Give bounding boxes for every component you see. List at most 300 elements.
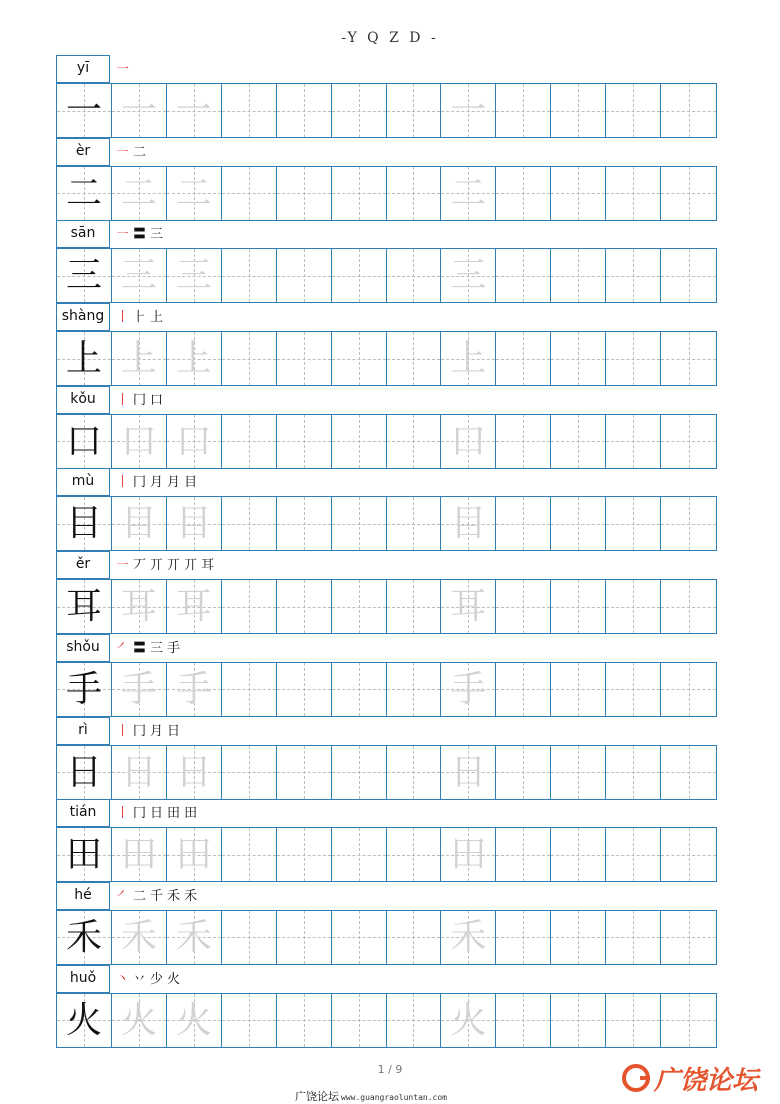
practice-cell xyxy=(222,332,277,385)
trace-character: 禾 xyxy=(175,916,212,958)
practice-cell xyxy=(661,249,716,302)
trace-character-cell xyxy=(112,415,167,468)
logo-text: 广饶论坛 xyxy=(654,1065,759,1096)
pinyin-label: shǒu xyxy=(56,634,110,662)
trace-character: 目 xyxy=(175,503,212,545)
practice-cell xyxy=(606,332,661,385)
practice-cell xyxy=(332,911,387,964)
trace-character-cell xyxy=(112,249,167,302)
practice-cell xyxy=(551,415,606,468)
character-row xyxy=(56,551,717,634)
practice-cell xyxy=(661,580,716,633)
practice-cell xyxy=(332,828,387,881)
stroke-step: 丆 xyxy=(133,558,147,574)
stroke-step: 丨 xyxy=(116,310,130,326)
stroke-order xyxy=(116,390,167,412)
practice-cell xyxy=(332,249,387,302)
practice-cell xyxy=(606,249,661,302)
model-character: 田 xyxy=(65,834,102,876)
practice-cell xyxy=(222,580,277,633)
trace-character: 火 xyxy=(120,999,157,1041)
practice-cell xyxy=(606,828,661,881)
practice-cell xyxy=(606,167,661,220)
practice-cell xyxy=(496,580,551,633)
practice-cell xyxy=(551,580,606,633)
character-row xyxy=(56,386,717,469)
model-character-cell xyxy=(57,746,112,799)
pinyin-line xyxy=(56,799,717,827)
trace-character-cell xyxy=(441,249,496,302)
practice-cell xyxy=(606,580,661,633)
trace-character-cell xyxy=(112,746,167,799)
trace-character: 手 xyxy=(450,668,487,710)
stroke-step: 月 xyxy=(150,723,164,739)
trace-character-cell xyxy=(167,249,222,302)
practice-cell xyxy=(496,497,551,550)
practice-cell xyxy=(661,84,716,137)
practice-cell xyxy=(277,332,332,385)
writing-grid xyxy=(56,331,717,386)
stroke-order xyxy=(116,638,184,660)
practice-cell xyxy=(222,663,277,716)
stroke-order xyxy=(116,472,201,494)
stroke-order xyxy=(116,721,184,743)
practice-cell xyxy=(551,663,606,716)
practice-cell xyxy=(387,663,442,716)
practice-cell xyxy=(387,84,442,137)
model-character: 禾 xyxy=(65,916,102,958)
practice-cell xyxy=(332,84,387,137)
trace-character: 耳 xyxy=(450,586,487,628)
practice-cell xyxy=(496,332,551,385)
stroke-step: 三 xyxy=(150,227,164,243)
practice-cell xyxy=(606,911,661,964)
trace-character: 日 xyxy=(450,751,487,793)
stroke-order xyxy=(116,969,184,991)
model-character: 目 xyxy=(65,503,102,545)
pinyin-label: kǒu xyxy=(56,386,110,414)
practice-cell xyxy=(387,332,442,385)
trace-character-cell xyxy=(112,497,167,550)
practice-cell xyxy=(277,84,332,137)
trace-character-cell xyxy=(441,84,496,137)
stroke-order xyxy=(116,59,133,81)
stroke-step: 少 xyxy=(150,971,164,987)
stroke-step: 〓 xyxy=(133,227,147,243)
stroke-order xyxy=(116,224,167,246)
practice-cell xyxy=(551,249,606,302)
practice-cell xyxy=(332,746,387,799)
model-character-cell xyxy=(57,84,112,137)
trace-character: 口 xyxy=(175,420,212,462)
model-character-cell xyxy=(57,663,112,716)
practice-cell xyxy=(387,167,442,220)
stroke-step: ⺊ xyxy=(133,310,147,326)
stroke-order xyxy=(116,555,218,577)
stroke-step: 手 xyxy=(167,640,181,656)
pinyin-label: ěr xyxy=(56,551,110,579)
stroke-step: 三 xyxy=(150,640,164,656)
pinyin-line xyxy=(56,634,717,662)
trace-character: 二 xyxy=(175,172,212,214)
model-character-cell xyxy=(57,580,112,633)
practice-cell xyxy=(606,415,661,468)
model-character-cell xyxy=(57,332,112,385)
stroke-step: 禾 xyxy=(167,888,181,904)
practice-cell xyxy=(332,994,387,1047)
model-character: 上 xyxy=(65,338,102,380)
page-header: -Y Q Z D - xyxy=(341,30,439,46)
writing-grid xyxy=(56,579,717,634)
practice-cell xyxy=(277,746,332,799)
stroke-step: ㇐ xyxy=(116,144,130,160)
stroke-step: 目 xyxy=(184,475,198,491)
trace-character: 日 xyxy=(175,751,212,793)
writing-grid xyxy=(56,993,717,1048)
practice-cell xyxy=(551,911,606,964)
trace-character-cell xyxy=(112,828,167,881)
model-character-cell xyxy=(57,167,112,220)
practice-cell xyxy=(496,828,551,881)
trace-character-cell xyxy=(112,911,167,964)
trace-character-cell xyxy=(167,84,222,137)
writing-grid xyxy=(56,414,717,469)
pinyin-label: hé xyxy=(56,882,110,910)
practice-cell xyxy=(277,994,332,1047)
model-character-cell xyxy=(57,249,112,302)
practice-cell xyxy=(222,911,277,964)
practice-cell xyxy=(551,332,606,385)
trace-character: 三 xyxy=(450,255,487,297)
trace-character-cell xyxy=(441,746,496,799)
trace-character: 火 xyxy=(450,999,487,1041)
trace-character: 二 xyxy=(120,172,157,214)
character-row xyxy=(56,303,717,386)
character-row xyxy=(56,799,717,882)
trace-character-cell xyxy=(112,167,167,220)
pinyin-label: shàng xyxy=(56,303,110,331)
practice-cell xyxy=(496,911,551,964)
stroke-step: 二 xyxy=(133,144,147,160)
writing-grid xyxy=(56,910,717,965)
practice-cell xyxy=(222,249,277,302)
character-row xyxy=(56,882,717,965)
stroke-step: 〓 xyxy=(133,640,147,656)
character-row xyxy=(56,220,717,303)
pinyin-line xyxy=(56,551,717,579)
practice-cell xyxy=(332,415,387,468)
practice-cell xyxy=(277,415,332,468)
writing-grid xyxy=(56,248,717,303)
trace-character-cell xyxy=(441,332,496,385)
trace-character-cell xyxy=(112,332,167,385)
trace-character-cell xyxy=(441,580,496,633)
practice-cell xyxy=(332,332,387,385)
practice-sheet xyxy=(56,55,717,1047)
pinyin-line xyxy=(56,138,717,166)
pinyin-label: yī xyxy=(56,55,110,83)
practice-cell xyxy=(606,663,661,716)
writing-grid xyxy=(56,745,717,800)
practice-cell xyxy=(551,497,606,550)
trace-character-cell xyxy=(167,415,222,468)
stroke-step: 冂 xyxy=(133,806,147,822)
trace-character-cell xyxy=(167,497,222,550)
trace-character-cell xyxy=(441,663,496,716)
trace-character: 日 xyxy=(120,751,157,793)
stroke-step: 一 xyxy=(116,62,130,77)
trace-character-cell xyxy=(112,580,167,633)
practice-cell xyxy=(277,828,332,881)
writing-grid xyxy=(56,83,717,138)
practice-cell xyxy=(277,580,332,633)
practice-cell xyxy=(222,994,277,1047)
trace-character-cell xyxy=(441,497,496,550)
trace-character-cell xyxy=(167,663,222,716)
trace-character-cell xyxy=(112,84,167,137)
stroke-step: 丷 xyxy=(133,971,147,987)
pinyin-line xyxy=(56,55,717,83)
trace-character: 目 xyxy=(450,503,487,545)
trace-character: 手 xyxy=(175,668,212,710)
trace-character-cell xyxy=(167,994,222,1047)
stroke-order xyxy=(116,307,167,329)
practice-cell xyxy=(661,663,716,716)
practice-cell xyxy=(277,497,332,550)
practice-cell xyxy=(496,415,551,468)
character-row xyxy=(56,717,717,800)
trace-character: 耳 xyxy=(175,586,212,628)
practice-cell xyxy=(606,746,661,799)
stroke-step: 火 xyxy=(167,971,181,987)
practice-cell xyxy=(222,415,277,468)
trace-character: 田 xyxy=(450,834,487,876)
practice-cell xyxy=(387,911,442,964)
trace-character: 手 xyxy=(120,668,157,710)
stroke-step: 日 xyxy=(167,723,181,739)
practice-cell xyxy=(387,415,442,468)
stroke-step: 口 xyxy=(150,392,164,408)
pinyin-line xyxy=(56,303,717,331)
pinyin-label: huǒ xyxy=(56,965,110,993)
practice-cell xyxy=(496,663,551,716)
trace-character: 三 xyxy=(175,255,212,297)
stroke-order xyxy=(116,142,150,164)
trace-character: 田 xyxy=(175,834,212,876)
trace-character: 上 xyxy=(450,338,487,380)
model-character: 口 xyxy=(65,420,102,462)
practice-cell xyxy=(387,249,442,302)
model-character-cell xyxy=(57,415,112,468)
practice-cell xyxy=(661,828,716,881)
practice-cell xyxy=(332,663,387,716)
stroke-order xyxy=(116,886,201,908)
pinyin-line xyxy=(56,882,717,910)
practice-cell xyxy=(277,911,332,964)
stroke-step: 日 xyxy=(150,806,164,822)
practice-cell xyxy=(551,746,606,799)
practice-cell xyxy=(496,746,551,799)
trace-character-cell xyxy=(441,415,496,468)
stroke-step: 二 xyxy=(133,888,147,904)
stroke-step: 禾 xyxy=(184,888,198,904)
stroke-step: 上 xyxy=(150,310,164,326)
practice-cell xyxy=(387,580,442,633)
practice-cell xyxy=(332,580,387,633)
stroke-step: 千 xyxy=(150,888,164,904)
trace-character-cell xyxy=(441,911,496,964)
stroke-step: 月 xyxy=(150,475,164,491)
trace-character-cell xyxy=(167,911,222,964)
practice-cell xyxy=(222,828,277,881)
stroke-step: 丌 xyxy=(167,558,181,574)
writing-grid xyxy=(56,496,717,551)
trace-character: 上 xyxy=(175,338,212,380)
site-credit xyxy=(295,1088,447,1104)
practice-cell xyxy=(277,249,332,302)
stroke-step: 耳 xyxy=(201,558,215,574)
site-name: 广饶论坛 xyxy=(295,1090,339,1103)
trace-character-cell xyxy=(441,994,496,1047)
trace-character: 口 xyxy=(120,420,157,462)
model-character: 耳 xyxy=(65,586,102,628)
trace-character-cell xyxy=(167,167,222,220)
trace-character-cell xyxy=(167,746,222,799)
pinyin-line xyxy=(56,965,717,993)
stroke-step: 冂 xyxy=(133,723,147,739)
character-row xyxy=(56,138,717,221)
trace-character: 目 xyxy=(120,503,157,545)
practice-cell xyxy=(661,746,716,799)
stroke-step: 丨 xyxy=(116,723,130,739)
model-character: 手 xyxy=(65,668,102,710)
practice-cell xyxy=(661,415,716,468)
practice-cell xyxy=(661,994,716,1047)
stroke-step: 冂 xyxy=(133,392,147,408)
practice-cell xyxy=(222,167,277,220)
trace-character-cell xyxy=(441,167,496,220)
practice-cell xyxy=(332,497,387,550)
trace-character: 口 xyxy=(450,420,487,462)
stroke-step: 丨 xyxy=(116,806,130,822)
stroke-step: ㇒ xyxy=(116,640,130,656)
stroke-step: ㇐ xyxy=(116,558,130,574)
character-row xyxy=(56,634,717,717)
character-row xyxy=(56,965,717,1048)
trace-character: 耳 xyxy=(120,586,157,628)
stroke-step: 丌 xyxy=(184,558,198,574)
trace-character: 一 xyxy=(450,90,487,131)
practice-cell xyxy=(661,167,716,220)
trace-character: 禾 xyxy=(120,916,157,958)
logo-g-icon xyxy=(622,1064,650,1092)
site-url: www.guangraoluntan.com xyxy=(341,1093,447,1102)
practice-cell xyxy=(387,746,442,799)
model-character-cell xyxy=(57,497,112,550)
character-row xyxy=(56,55,717,138)
practice-cell xyxy=(606,994,661,1047)
practice-cell xyxy=(387,497,442,550)
stroke-step: 丌 xyxy=(150,558,164,574)
pinyin-line xyxy=(56,220,717,248)
trace-character-cell xyxy=(167,828,222,881)
practice-cell xyxy=(551,84,606,137)
trace-character-cell xyxy=(167,580,222,633)
practice-cell xyxy=(551,994,606,1047)
practice-cell xyxy=(606,497,661,550)
practice-cell xyxy=(277,663,332,716)
practice-cell xyxy=(222,497,277,550)
stroke-step: ㇐ xyxy=(116,227,130,243)
practice-cell xyxy=(277,167,332,220)
trace-character-cell xyxy=(441,828,496,881)
stroke-step: 月 xyxy=(167,475,181,491)
trace-character: 三 xyxy=(120,255,157,297)
trace-character-cell xyxy=(167,332,222,385)
model-character-cell xyxy=(57,994,112,1047)
stroke-step: 丶 xyxy=(116,971,130,987)
practice-cell xyxy=(496,249,551,302)
model-character: 火 xyxy=(65,999,102,1041)
pinyin-line xyxy=(56,717,717,745)
practice-cell xyxy=(332,167,387,220)
trace-character: 上 xyxy=(120,338,157,380)
trace-character: 一 xyxy=(175,90,212,131)
stroke-step: 丨 xyxy=(116,475,130,491)
practice-cell xyxy=(496,84,551,137)
practice-cell xyxy=(661,332,716,385)
character-row xyxy=(56,468,717,551)
practice-cell xyxy=(222,746,277,799)
brand-logo xyxy=(622,1058,758,1098)
pinyin-line xyxy=(56,386,717,414)
writing-grid xyxy=(56,827,717,882)
model-character-cell xyxy=(57,828,112,881)
practice-cell xyxy=(551,828,606,881)
practice-cell xyxy=(496,167,551,220)
model-character-cell xyxy=(57,911,112,964)
pinyin-line xyxy=(56,468,717,496)
practice-cell xyxy=(496,994,551,1047)
stroke-step: ㇒ xyxy=(116,888,130,904)
pinyin-label: mù xyxy=(56,468,110,496)
model-character: 三 xyxy=(65,255,102,297)
stroke-step: 冂 xyxy=(133,475,147,491)
pinyin-label: sān xyxy=(56,220,110,248)
writing-grid xyxy=(56,662,717,717)
practice-cell xyxy=(661,497,716,550)
practice-cell xyxy=(551,167,606,220)
pinyin-label: èr xyxy=(56,138,110,166)
trace-character: 禾 xyxy=(450,916,487,958)
practice-cell xyxy=(387,994,442,1047)
practice-cell xyxy=(606,84,661,137)
trace-character: 田 xyxy=(120,834,157,876)
stroke-step: 田 xyxy=(184,806,198,822)
trace-character-cell xyxy=(112,663,167,716)
trace-character: 一 xyxy=(120,90,157,131)
pinyin-label: tián xyxy=(56,799,110,827)
page-number: 1 / 9 xyxy=(377,1063,403,1076)
practice-cell xyxy=(222,84,277,137)
model-character: 日 xyxy=(65,751,102,793)
stroke-step: 丨 xyxy=(116,392,130,408)
stroke-step: 田 xyxy=(167,806,181,822)
trace-character-cell xyxy=(112,994,167,1047)
practice-cell xyxy=(387,828,442,881)
writing-grid xyxy=(56,166,717,221)
trace-character: 火 xyxy=(175,999,212,1041)
